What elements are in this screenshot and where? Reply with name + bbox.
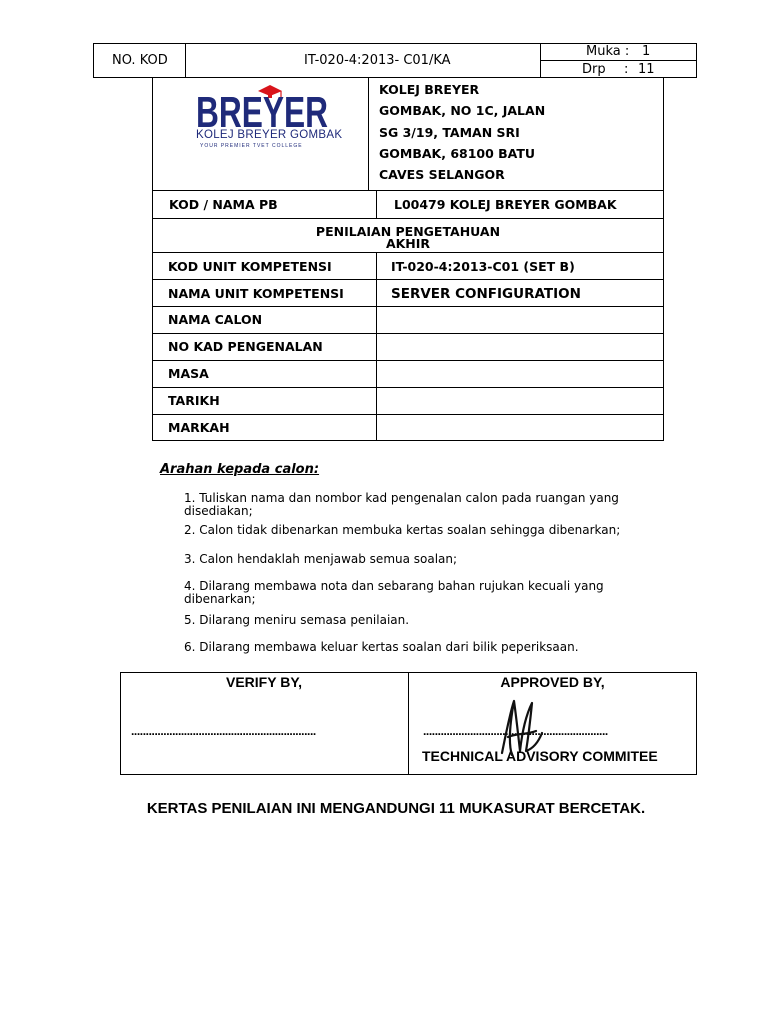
instruction-item: 6. Dilarang membawa keluar kertas soalan dari bilik peperiksaan. <box>184 640 579 654</box>
row-line <box>152 333 664 334</box>
svg-text:BREYER: BREYER <box>196 88 328 137</box>
header-divider-1 <box>185 43 186 78</box>
field-label-nama-calon: NAMA CALON <box>168 312 263 327</box>
verify-label: VERIFY BY, <box>226 674 302 690</box>
col-line <box>376 252 377 441</box>
instruction-item: 4. Dilarang membawa nota dan sebarang bahan rujukan kecuali yang dibenarkan; <box>184 579 604 606</box>
field-value-kod-unit: IT-020-4:2013-C01 (SET B) <box>391 259 575 274</box>
assessment-title-line-1: PENILAIAN PENGETAHUAN <box>315 224 501 239</box>
assessment-title-line-2: AKHIR <box>385 236 431 251</box>
drp-value: 11 <box>638 62 655 77</box>
kod-value: IT-020-4:2013- C01/KA <box>304 53 451 68</box>
row-line <box>152 360 664 361</box>
drp-sep: : <box>624 62 629 77</box>
header-divider-h <box>540 60 697 61</box>
address-line-3: SG 3/19, TAMAN SRI <box>379 125 520 140</box>
row-line <box>152 306 664 307</box>
instruction-item: 1. Tuliskan nama dan nombor kad pengenalan calon pada ruangan yang disediakan; <box>184 491 619 518</box>
address-line-5: CAVES SELANGOR <box>379 167 505 182</box>
row-line <box>152 387 664 388</box>
kod-nama-pb-value: L00479 KOLEJ BREYER GOMBAK <box>394 197 617 212</box>
field-label-no-kad: NO KAD PENGENALAN <box>168 339 323 354</box>
field-label-masa: MASA <box>168 366 209 381</box>
row-line <box>152 279 664 280</box>
field-label-nama-unit: NAMA UNIT KOMPETENSI <box>168 286 344 301</box>
logo-graphic <box>192 80 342 152</box>
verify-signature-line: ............................................................... <box>131 724 316 738</box>
field-label-markah: MARKAH <box>168 420 230 435</box>
kod-nama-pb-label: KOD / NAMA PB <box>169 197 278 212</box>
approve-role: TECHNICAL ADVISORY COMMITEE <box>422 748 658 764</box>
logo-tagline: YOUR PREMIER TVET COLLEGE <box>200 143 303 149</box>
approve-signature-line: ............................................................... <box>423 724 608 738</box>
row-line <box>152 414 664 415</box>
handwritten-signature <box>492 693 552 763</box>
col-line <box>376 190 377 218</box>
muka-label: Muka : <box>586 44 630 59</box>
row-line <box>152 190 664 191</box>
muka-value: 1 <box>642 44 651 59</box>
address-line-4: GOMBAK, 68100 BATU <box>379 146 536 161</box>
page-count-note: KERTAS PENILAIAN INI MENGANDUNGI 11 MUKASURAT BERCETAK. <box>146 800 646 817</box>
field-label-kod-unit: KOD UNIT KOMPETENSI <box>168 259 332 274</box>
college-logo <box>192 80 342 152</box>
instruction-item: 2. Calon tidak dibenarkan membuka kertas soalan sehingga dibenarkan; <box>184 523 621 537</box>
approve-label: APPROVED BY, <box>500 674 605 690</box>
row-line <box>152 218 664 219</box>
instruction-item: 5. Dilarang meniru semasa penilaian. <box>184 613 410 627</box>
address-line-2: GOMBAK, NO 1C, JALAN <box>379 103 546 118</box>
logo-subtitle: KOLEJ BREYER GOMBAK <box>196 129 343 141</box>
field-value-nama-unit: SERVER CONFIGURATION <box>391 286 581 302</box>
instruction-item: 3. Calon hendaklah menjawab semua soalan; <box>184 552 458 566</box>
instructions-heading: Arahan kepada calon: <box>160 462 320 477</box>
field-label-tarikh: TARIKH <box>168 393 220 408</box>
address-line-1: KOLEJ BREYER <box>379 82 480 97</box>
logo-divider <box>368 77 369 191</box>
drp-label: Drp <box>582 62 606 77</box>
row-line <box>152 252 664 253</box>
kod-label: NO. KOD <box>112 53 168 68</box>
